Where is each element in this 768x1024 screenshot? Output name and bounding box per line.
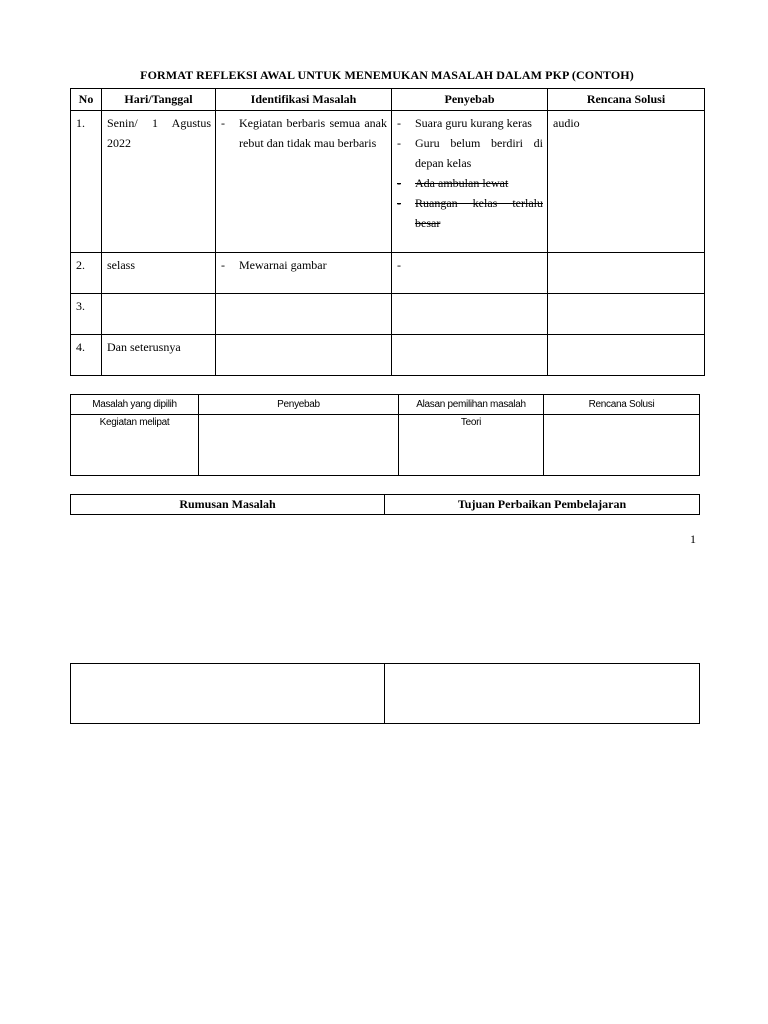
table-row bbox=[71, 664, 700, 724]
header-tujuan-perbaikan: Tujuan Perbaikan Pembelajaran bbox=[385, 495, 700, 515]
table-row bbox=[71, 111, 705, 253]
penyebab-item-struck: Ruangan kelas terlalu besar bbox=[415, 196, 543, 230]
table-row bbox=[71, 253, 705, 294]
cell-tanggal: selass bbox=[102, 253, 216, 294]
page-title: FORMAT REFLEKSI AWAL UNTUK MENEMUKAN MASALAH DALAM PKP (CONTOH) bbox=[140, 68, 634, 82]
cell-no: 2. bbox=[71, 253, 102, 294]
header-rencana-solusi: Rencana Solusi bbox=[548, 89, 705, 111]
table-row bbox=[71, 294, 705, 335]
header-alasan: Alasan pemilihan masalah bbox=[399, 395, 544, 415]
cell-rencana-solusi bbox=[544, 415, 700, 476]
cell-penyebab: - Suara guru kurang keras - Guru belum berdiri di depan kelas - Ada ambulan lewat - Ruangan kelas terlalu besar bbox=[392, 111, 548, 253]
cell-tanggal: Senin/ 1 Agustus 2022 bbox=[102, 111, 216, 253]
cell-masalah bbox=[216, 294, 392, 335]
table-row bbox=[71, 415, 700, 476]
cell-masalah-dipilih: Kegiatan melipat bbox=[71, 415, 199, 476]
cell-rumusan-masalah bbox=[71, 664, 385, 724]
page-number: 1 bbox=[690, 532, 696, 546]
penyebab-item bbox=[415, 255, 543, 275]
cell-penyebab bbox=[199, 415, 399, 476]
table-header-row bbox=[71, 89, 705, 111]
cell-solusi bbox=[548, 294, 705, 335]
header-rumusan-masalah: Rumusan Masalah bbox=[71, 495, 385, 515]
cell-penyebab bbox=[392, 294, 548, 335]
header-masalah-dipilih: Masalah yang dipilih bbox=[71, 395, 199, 415]
table-row bbox=[71, 335, 705, 376]
cell-tanggal: Dan seterusnya bbox=[102, 335, 216, 376]
masalah-item: Kegiatan berbaris semua anak rebut dan tidak mau berbaris bbox=[239, 116, 387, 150]
table-header-row bbox=[71, 495, 700, 515]
cell-tujuan-perbaikan bbox=[385, 664, 700, 724]
header-identifikasi-masalah: Identifikasi Masalah bbox=[216, 89, 392, 111]
reflection-table bbox=[70, 88, 705, 376]
cell-solusi bbox=[548, 335, 705, 376]
cell-masalah bbox=[216, 335, 392, 376]
cell-solusi bbox=[548, 253, 705, 294]
cell-no: 1. bbox=[71, 111, 102, 253]
formulation-table-continued bbox=[70, 663, 700, 724]
formulation-table bbox=[70, 494, 700, 515]
masalah-item: Mewarnai gambar bbox=[239, 258, 327, 272]
penyebab-item-struck: Ada ambulan lewat bbox=[415, 176, 509, 190]
penyebab-item: Guru belum berdiri di depan kelas bbox=[415, 136, 543, 170]
penyebab-item: Suara guru kurang keras bbox=[415, 116, 532, 130]
table-header-row bbox=[71, 395, 700, 415]
header-hari-tanggal: Hari/Tanggal bbox=[102, 89, 216, 111]
cell-tanggal bbox=[102, 294, 216, 335]
header-rencana-solusi: Rencana Solusi bbox=[544, 395, 700, 415]
cell-masalah: - Kegiatan berbaris semua anak rebut dan tidak mau berbaris bbox=[216, 111, 392, 253]
selected-problem-table bbox=[70, 394, 700, 476]
cell-solusi: audio bbox=[548, 111, 705, 253]
cell-no: 3. bbox=[71, 294, 102, 335]
cell-no: 4. bbox=[71, 335, 102, 376]
header-penyebab: Penyebab bbox=[199, 395, 399, 415]
cell-masalah: - Mewarnai gambar bbox=[216, 253, 392, 294]
cell-penyebab bbox=[392, 335, 548, 376]
header-no: No bbox=[71, 89, 102, 111]
cell-alasan: Teori bbox=[399, 415, 544, 476]
header-penyebab: Penyebab bbox=[392, 89, 548, 111]
cell-penyebab: - bbox=[392, 253, 548, 294]
